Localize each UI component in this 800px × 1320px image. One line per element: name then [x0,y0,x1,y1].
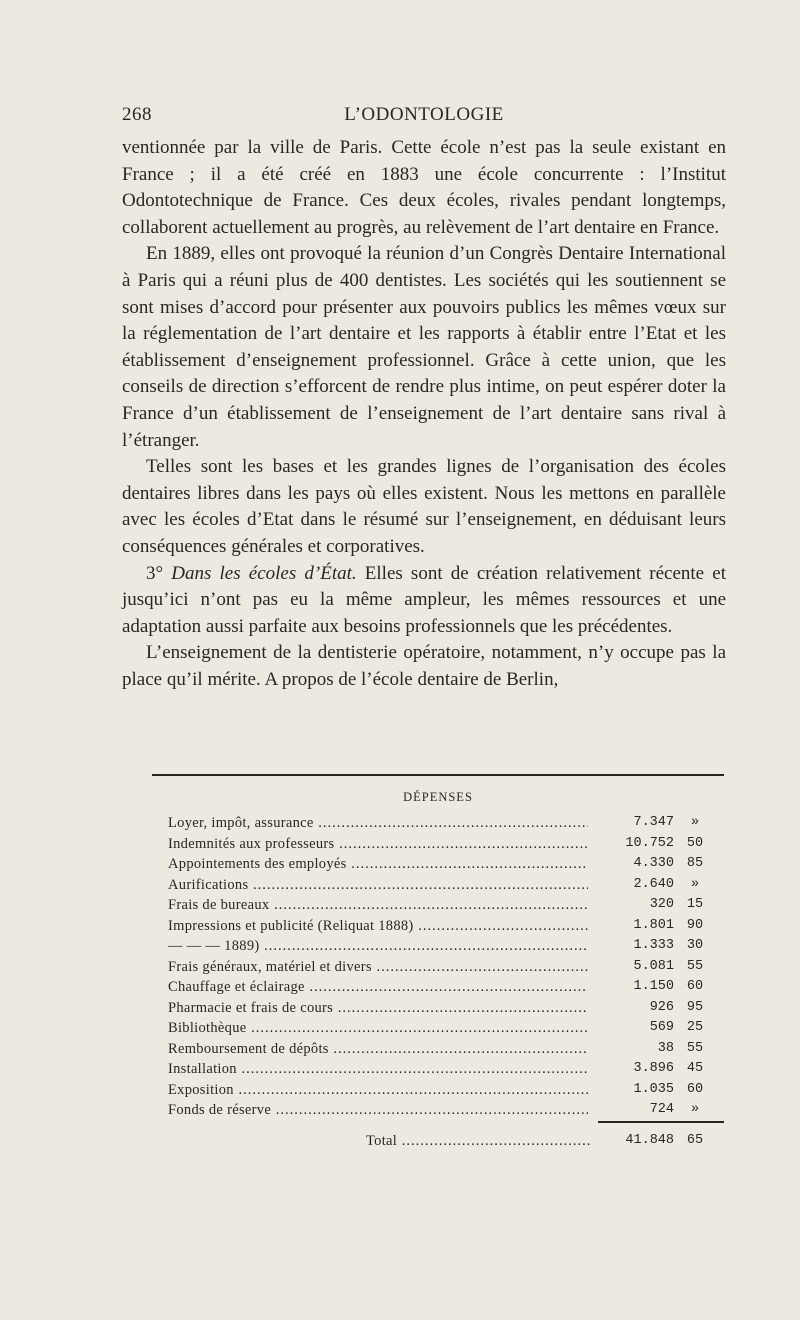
total-rule [598,1121,724,1123]
paragraph: ventionnée par la ville de Paris. Cette école n’est pas la seule existant en France ; il a été créé en 1883 une école concurrente : l’Institut Odontotechnique de France. Ces deux écoles, rivales pendant longtemps, collaborent actuellement au progrès, au relèvement de l’art dentaire en France. [122,137,726,238]
francs-value: 41.848 [592,1131,674,1152]
row-label [168,1100,588,1121]
row-label [168,936,588,957]
row-label-text: Total [366,1132,398,1149]
table-title: DÉPENSES [403,790,473,804]
row-label [168,916,588,937]
centimes-value: 85 [686,856,704,871]
centimes-value: 90 [686,917,704,933]
centimes-value: 30 [686,938,704,953]
centimes-value: 45 [686,1061,704,1076]
centimes-value: 65 [686,1132,704,1148]
francs-value: 569 [592,1018,674,1039]
page-header [122,100,726,132]
paragraph: Telles sont les bases et les grandes lignes de l’organisation des écoles dentaires libres dans les pays où elles existent. Nous les mettons en parallèle avec les écoles d’Etat dans le résumé sur l’enseignement, en déduisant leurs conséquences générales et corporatives. [122,456,726,557]
table-row [168,875,724,896]
francs-value: 2.640 [592,875,674,896]
row-label-text: Loyer, impôt, assurance [168,815,314,831]
row-label [168,854,588,875]
francs-value: 724 [592,1100,674,1121]
row-label-text: Frais généraux, matériel et divers [168,958,372,975]
page-number: 268 [122,104,152,125]
table-row [168,1059,724,1080]
row-label-text: Indemnités aux professeurs [168,835,335,852]
table-row [168,854,724,875]
row-label-text: Installation [168,1061,237,1077]
table-row [168,834,724,855]
paragraph: En 1889, elles ont provoqué la réunion d’un Congrès Dentaire International à Paris qui a réuni plus de 400 dentistes. Les sociétés qui les soutiennent se sont mises d’accord pour présenter aux pouvoirs publics les mêmes vœux sur la réglementation de l’art dentaire et les rapports à établir entre l’Etat et les établissement d’enseignement professionnel. Grâce à cette union, que les conseils de direction s’efforcent de rendre plus intime, on peut espérer doter la France d’un établissement de l’enseignement de l’art dentaire sans rival à l’étranger. [122,243,726,451]
row-label [168,1080,588,1101]
row-label-text: Remboursement de dépôts [168,1040,329,1057]
centimes-value: 60 [686,979,704,994]
centimes-value: 55 [686,958,704,974]
francs-value: 7.347 [592,813,674,834]
row-label [168,895,588,916]
row-label-text: Frais de bureaux [168,897,270,913]
row-label-text: — — — 1889) [168,938,260,954]
table-row [168,957,724,978]
table-row [168,977,724,998]
row-label [168,875,588,896]
table-row [168,1018,724,1039]
centimes-value: 95 [686,999,704,1015]
row-label-text: Pharmacie et frais de cours [168,999,334,1016]
francs-value: 1.801 [592,916,674,937]
body-text [122,135,726,693]
row-label-text: Exposition [168,1081,234,1098]
row-label [168,957,588,978]
centimes-value: 55 [686,1040,704,1056]
table-row [168,1080,724,1101]
paragraph-section-3 [122,561,726,641]
row-label [168,834,588,855]
row-label-text: Bibliothèque [168,1020,247,1036]
francs-value: 10.752 [592,834,674,855]
row-label-text: Impressions et publicité (Reliquat 1888) [168,917,414,934]
row-label [168,1018,588,1039]
row-label [168,998,588,1019]
table-row [168,1100,724,1121]
centimes-value: 15 [686,897,704,912]
table-row [168,998,724,1019]
row-label [168,1059,588,1080]
row-label [168,977,588,998]
francs-value: 38 [592,1039,674,1060]
centimes-value: 60 [686,1081,704,1097]
section-heading: Dans les écoles d’État. [171,562,357,584]
table-row [168,936,724,957]
total-label [366,1131,592,1152]
separator-rule [152,774,724,776]
running-title: L’ODONTOLOGIE [344,104,504,125]
section-number: 3° [146,562,172,584]
total-row [168,1131,724,1152]
francs-value: 926 [592,998,674,1019]
francs-value: 4.330 [592,854,674,875]
francs-value: 1.333 [592,936,674,957]
centimes-value: 25 [686,1020,704,1035]
row-label-text: Appointements des employés [168,856,347,872]
francs-value: 3.896 [592,1059,674,1080]
table-row [168,1039,724,1060]
row-label-text: Fonds de réserve [168,1102,272,1118]
row-label [168,1039,588,1060]
table-row [168,895,724,916]
centimes-value: » [690,1102,700,1117]
table-row [168,916,724,937]
row-label-text: Aurifications [168,876,249,893]
table-row [168,813,724,834]
francs-value: 320 [592,895,674,916]
francs-value: 1.150 [592,977,674,998]
row-label-text: Chauffage et éclairage [168,979,305,995]
francs-value: 1.035 [592,1080,674,1101]
section-text: Elles sont de création relativement récente et jusqu’ici n’ont pas eu la même ampleur, les mêmes ressources et une adaptation aussi parfaite aux besoins professionnels que les précédentes. [122,562,726,637]
paragraph: L’enseignement de la dentisterie opératoire, notamment, n’y occupe pas la place qu’il mérite. A propos de l’école dentaire de Berlin, [122,642,726,690]
centimes-value: » [690,815,700,830]
francs-value: 5.081 [592,957,674,978]
centimes-value: » [690,876,700,892]
expense-table [168,813,724,1151]
centimes-value: 50 [686,835,704,851]
row-label [168,813,588,834]
